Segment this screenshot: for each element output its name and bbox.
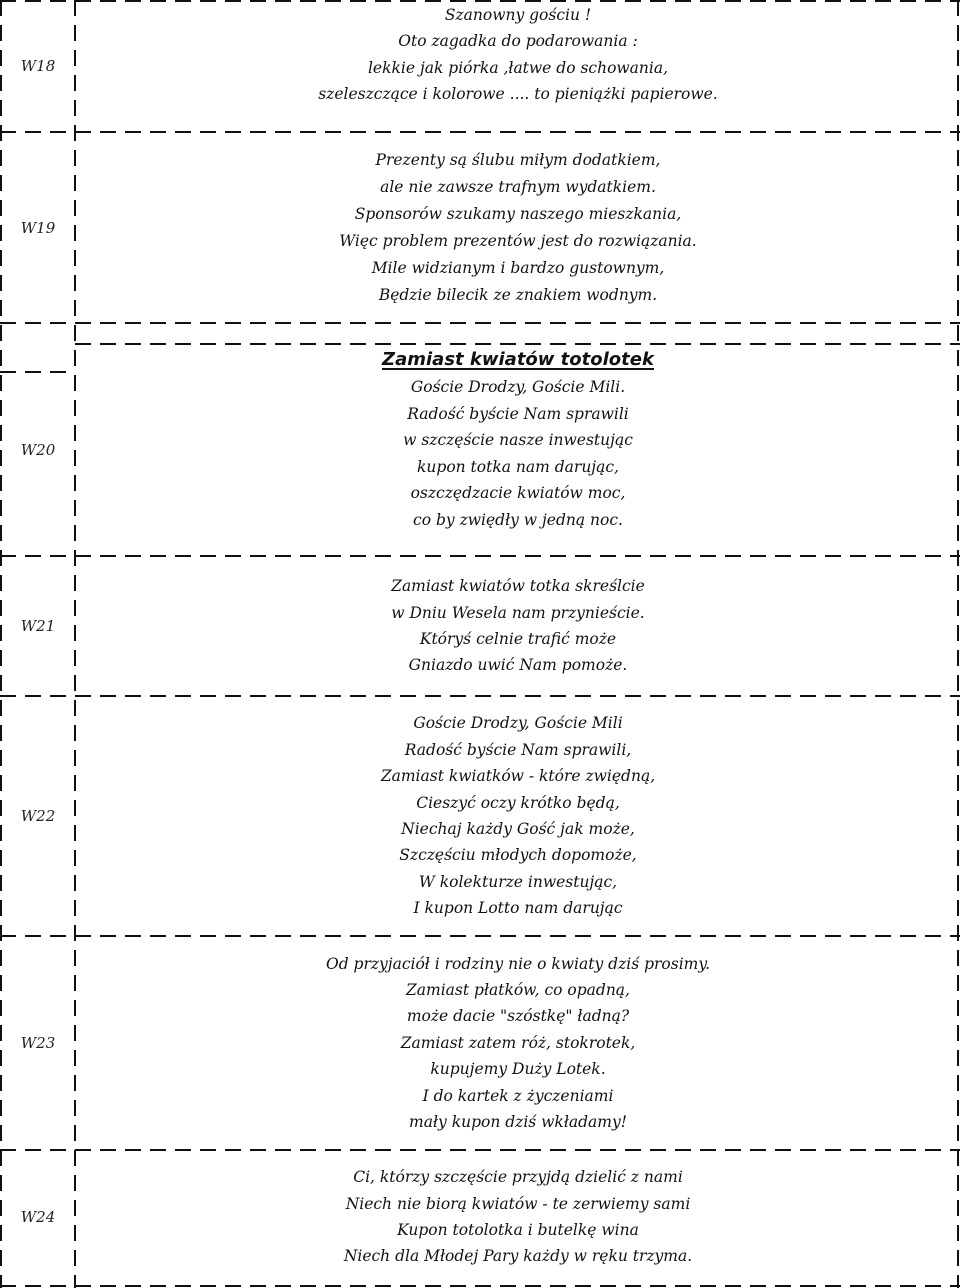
verse-line: Szczęściu młodych dopomoże, [399, 846, 637, 865]
verse-line: lekkie jak piórka ,łatwe do schowania, [367, 58, 669, 77]
verse-line: Mile widzianym i bardzo gustownym, [371, 259, 665, 277]
verse-line: I kupon Lotto nam darując [413, 899, 623, 918]
verse-line: Będzie bilecik ze znakiem wodnym. [378, 286, 658, 304]
verse-line: Któryś celnie trafić może [419, 630, 617, 648]
entry-w20 [0, 344, 960, 556]
entry-text [76, 556, 960, 696]
verse-line: w Dniu Wesela nam przynieście. [391, 603, 645, 622]
verse-line: Zamiast kwiatów totka skreślcie [391, 577, 645, 596]
verse-line: oszczędzacie kwiatów moc, [410, 484, 626, 503]
entry-text [76, 0, 960, 134]
entry-w23 [0, 936, 960, 1150]
entry-code: W24 [20, 1208, 56, 1226]
verse-line: kupon totka nam darując, [417, 457, 619, 476]
verse-line: Szanowny gościu ! [444, 6, 592, 24]
verse-line: w szczęście nasze inwestując [403, 431, 633, 450]
entry-text [76, 1150, 960, 1284]
verse-line: Cieszyć oczy krótko będą, [416, 793, 620, 812]
verse-line: Zamiast zatem róż, stokrotek, [400, 1033, 636, 1052]
verse-line: Sponsorów szukamy naszego mieszkania, [354, 205, 682, 223]
entry-title: Zamiast kwiatów totolotek [382, 349, 654, 370]
entry-text [76, 344, 960, 558]
verse-line: kupujemy Duży Lotek. [430, 1060, 606, 1079]
entry-code: W18 [20, 57, 56, 75]
verse-line: Więc problem prezentów jest do rozwiązania. [339, 232, 697, 250]
entry-text [76, 696, 960, 936]
verse-line: Goście Drodzy, Goście Mili. [410, 378, 626, 396]
entry-code: W21 [20, 617, 56, 635]
entry-w21 [0, 556, 960, 696]
verse-line: Zamiast płatków, co opadną, [406, 980, 630, 999]
entry-code: W22 [20, 807, 56, 825]
verse-line: Goście Drodzy, Goście Mili [413, 714, 623, 733]
verse-line: I do kartek z życzeniami [422, 1086, 614, 1105]
entry-code: W20 [20, 441, 56, 459]
entry-text [76, 132, 960, 324]
verse-line: Radość byście Nam sprawili [407, 404, 629, 423]
entry-w22 [0, 696, 960, 936]
verse-line: Gniazdo uwić Nam pomoże. [408, 656, 628, 675]
verse-line: Od przyjaciół i rodziny nie o kwiaty dziś prosimy. [325, 954, 710, 973]
entry-w18 [0, 0, 960, 132]
verse-line: szeleszczące i kolorowe .... to pieniążki papierowe. [318, 85, 718, 104]
entry-text [76, 936, 960, 1150]
entry-w19 [0, 132, 960, 324]
verse-line: ale nie zawsze trafnym wydatkiem. [380, 178, 656, 196]
verse-line: Zamiast kwiatków - które zwiędną, [380, 767, 656, 786]
verse-line: Prezenty są ślubu miłym dodatkiem, [375, 151, 661, 169]
verse-line: Niechaj każdy Gość jak może, [401, 820, 635, 838]
verse-line: Niech nie biorą kwiatów - te zerwiemy sami [345, 1194, 691, 1213]
verse-line: Niech dla Młodej Pary każdy w ręku trzyma. [343, 1247, 693, 1266]
entry-w24 [0, 1150, 960, 1284]
verse-line: Ci, którzy szczęście przyjdą dzielić z nami [353, 1168, 683, 1187]
verse-line: mały kupon dziś wkładamy! [409, 1113, 627, 1132]
verse-line: może dacie "szóstkę" ładną? [406, 1007, 630, 1026]
verse-line: Oto zagadka do podarowania : [398, 32, 638, 51]
entry-code: W23 [20, 1034, 56, 1052]
verse-line: Kupon totolotka i butelkę wina [397, 1221, 639, 1239]
verse-line: Radość byście Nam sprawili, [404, 740, 632, 759]
entry-code: W19 [20, 219, 56, 237]
verse-line: co by zwiędły w jedną noc. [413, 510, 623, 529]
verse-line: W kolekturze inwestując, [418, 872, 618, 891]
